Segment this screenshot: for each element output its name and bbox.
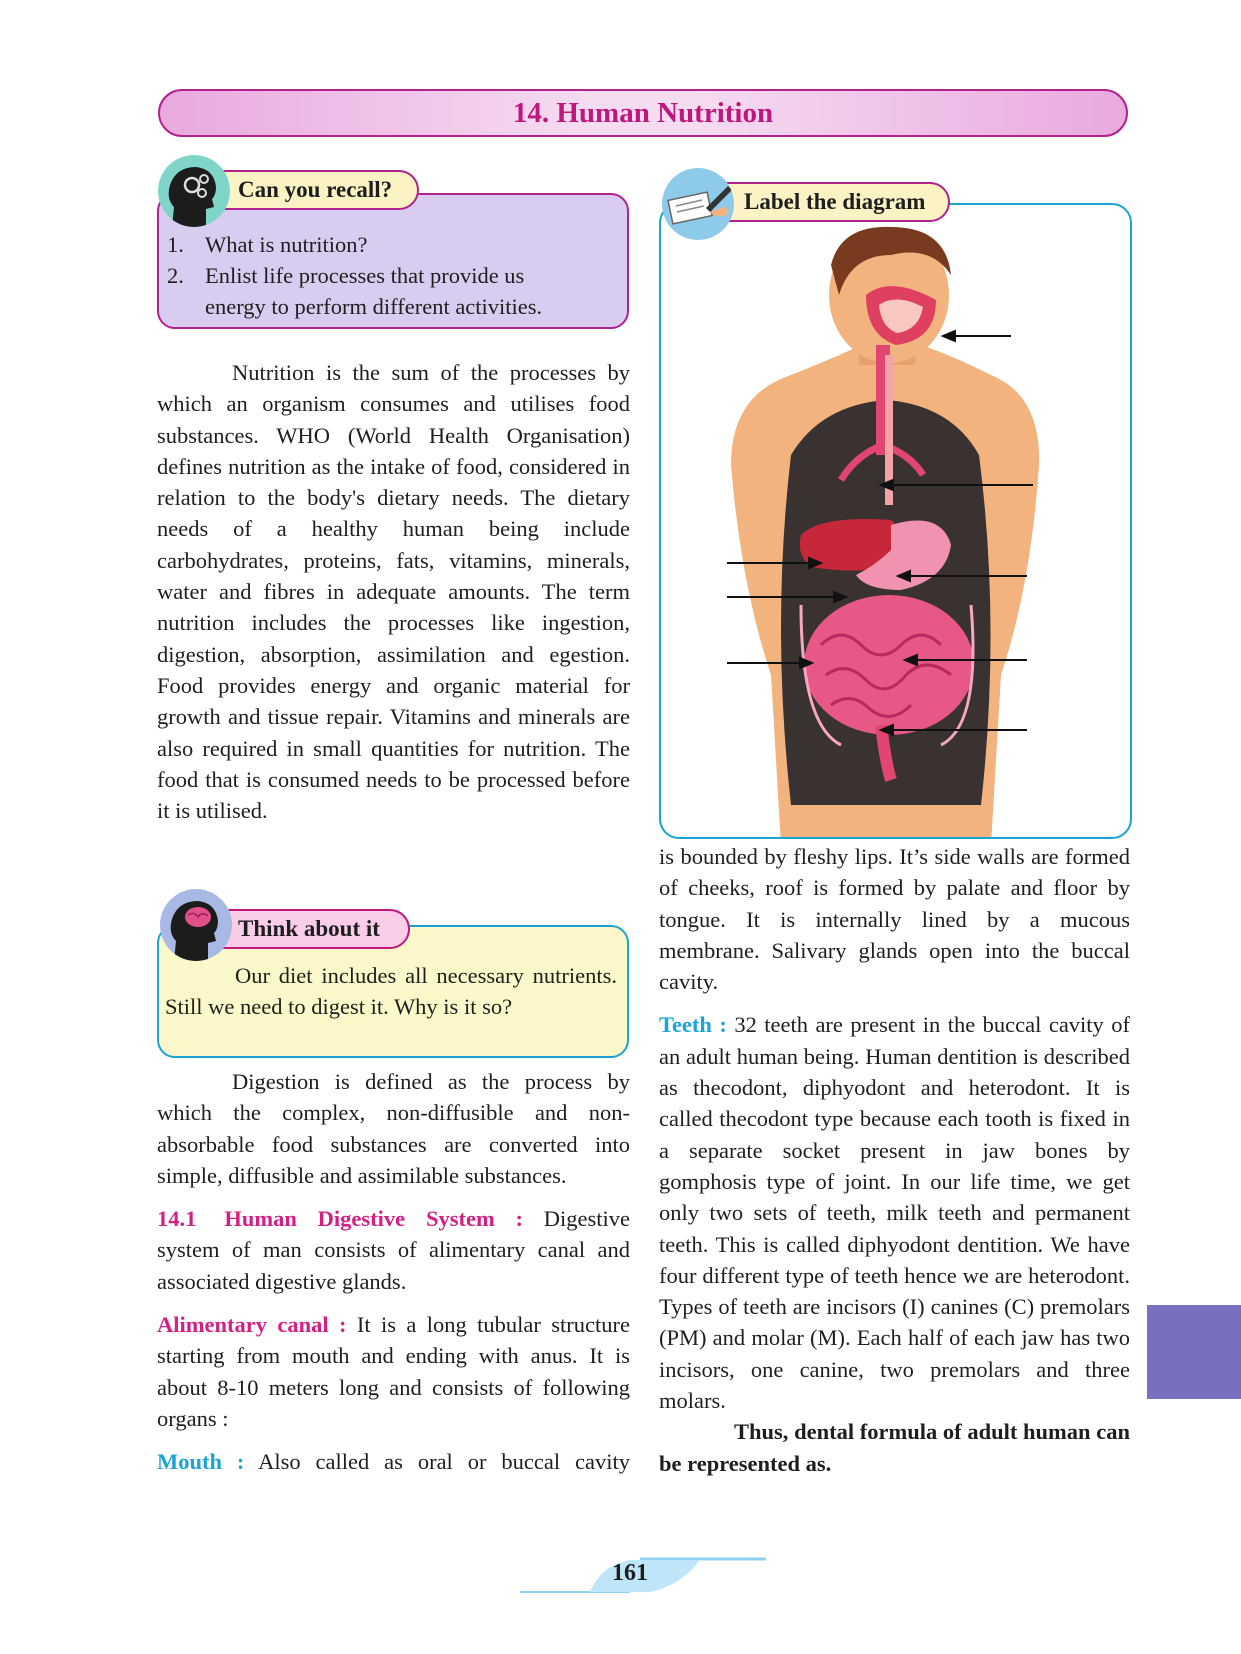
nutrition-paragraph-block bbox=[157, 357, 630, 826]
think-tag-label: Think about it bbox=[238, 916, 380, 941]
alimentary-term: Alimentary canal : bbox=[157, 1312, 347, 1338]
left-column-lower bbox=[157, 1066, 630, 1478]
chapter-title-bar bbox=[158, 89, 1128, 137]
recall-item bbox=[167, 260, 617, 322]
think-text: Our diet includes all necessary nutrients. Still we need to digest it. Why is it so? bbox=[165, 963, 617, 1019]
teeth-text: 32 teeth are present in the buccal cavity of an adult human being. Human dentition is described as thecodont, diphyodont and heterodont. It is called thecodont type because each tooth is fixed in a separate socket present in jaw bones by gomphosis type of joint. In our life time, we get only two sets of teeth, milk teeth and permanent teeth. This is called diphyodont dentition. We have four different type of teeth hence we are heterodont. Types of teeth are incisors (I) canines (C) premolars (PM) and molar (M). Each half of each jaw has two incisors, one canine, two premolars and three molars. bbox=[659, 1012, 1130, 1414]
chapter-title: 14. Human Nutrition bbox=[512, 96, 774, 129]
brain-head-icon bbox=[160, 889, 232, 961]
recall-tag-label: Can you recall? bbox=[238, 177, 393, 202]
chapter-side-tab bbox=[1147, 1305, 1241, 1399]
mouth-text: Also called as oral or buccal cavity bbox=[258, 1449, 630, 1475]
teeth-paragraph bbox=[659, 1009, 1130, 1416]
section-number: 14.1 bbox=[157, 1206, 197, 1232]
section-paragraph bbox=[157, 1203, 630, 1297]
alimentary-paragraph bbox=[157, 1309, 630, 1434]
recall-tag bbox=[198, 170, 419, 210]
page-number: 161 bbox=[612, 1560, 648, 1586]
mouth-term: Mouth : bbox=[157, 1449, 245, 1475]
recall-box bbox=[157, 193, 629, 329]
right-column-text bbox=[659, 841, 1130, 1479]
page-number-badge bbox=[520, 1556, 770, 1596]
recall-item-number: 2. bbox=[167, 263, 184, 288]
writing-hand-icon bbox=[662, 168, 734, 240]
section-text: Digestive system of man consists of alimentary canal and associated digestive glands. bbox=[157, 1206, 631, 1294]
recall-item-number: 1. bbox=[167, 232, 184, 257]
label-diagram-tag bbox=[700, 182, 950, 222]
recall-item-text: What is nutrition? bbox=[205, 232, 368, 257]
alimentary-text: It is a long tubular structure starting from mouth and ending with anus. It is about 8-10 meters long and consists of following organs : bbox=[157, 1312, 631, 1431]
digestive-system-diagram bbox=[661, 205, 1130, 837]
section-heading: Human Digestive System : bbox=[224, 1206, 523, 1232]
brain-gears-head-icon bbox=[158, 155, 230, 227]
teeth-term: Teeth : bbox=[659, 1012, 727, 1038]
recall-item-text: Enlist life processes that provide us energy to perform different activities. bbox=[205, 263, 543, 319]
mouth-paragraph bbox=[157, 1446, 630, 1477]
label-diagram-tag-label: Label the diagram bbox=[744, 189, 926, 214]
digestion-paragraph: Digestion is defined as the process by which the complex, non-diffusible and non-absorbable food substances are converted into simple, diffusible and assimilable substances. bbox=[157, 1069, 630, 1188]
recall-list bbox=[167, 229, 617, 322]
mouth-continued-paragraph: is bounded by fleshy lips. It’s side walls are formed of cheeks, roof is formed by palate and floor by tongue. It is internally lined by a mucous membrane. Salivary glands open into the buccal cavity. bbox=[659, 844, 1130, 995]
nutrition-paragraph: Nutrition is the sum of the processes by which an organism consumes and utilises food substances. WHO (World Health Organisation) defines nutrition as the intake of food, considered in relation to the body's dietary needs. The dietary needs of a healthy human being include carbohydrates, proteins, fats, vitamins, minerals, water and fibres in adequate amounts. The term nutrition includes the processes like ingestion, digestion, absorption, assimilation and egestion. Food provides energy and organic material for growth and tissue repair. Vitamins and minerals are also required in small quantities for nutrition. The food that is consumed needs to be processed before it is utilised. bbox=[157, 360, 630, 824]
label-diagram-box bbox=[659, 203, 1132, 839]
recall-item bbox=[167, 229, 617, 260]
dental-formula-paragraph: Thus, dental formula of adult human can be represented as. bbox=[659, 1419, 1130, 1476]
